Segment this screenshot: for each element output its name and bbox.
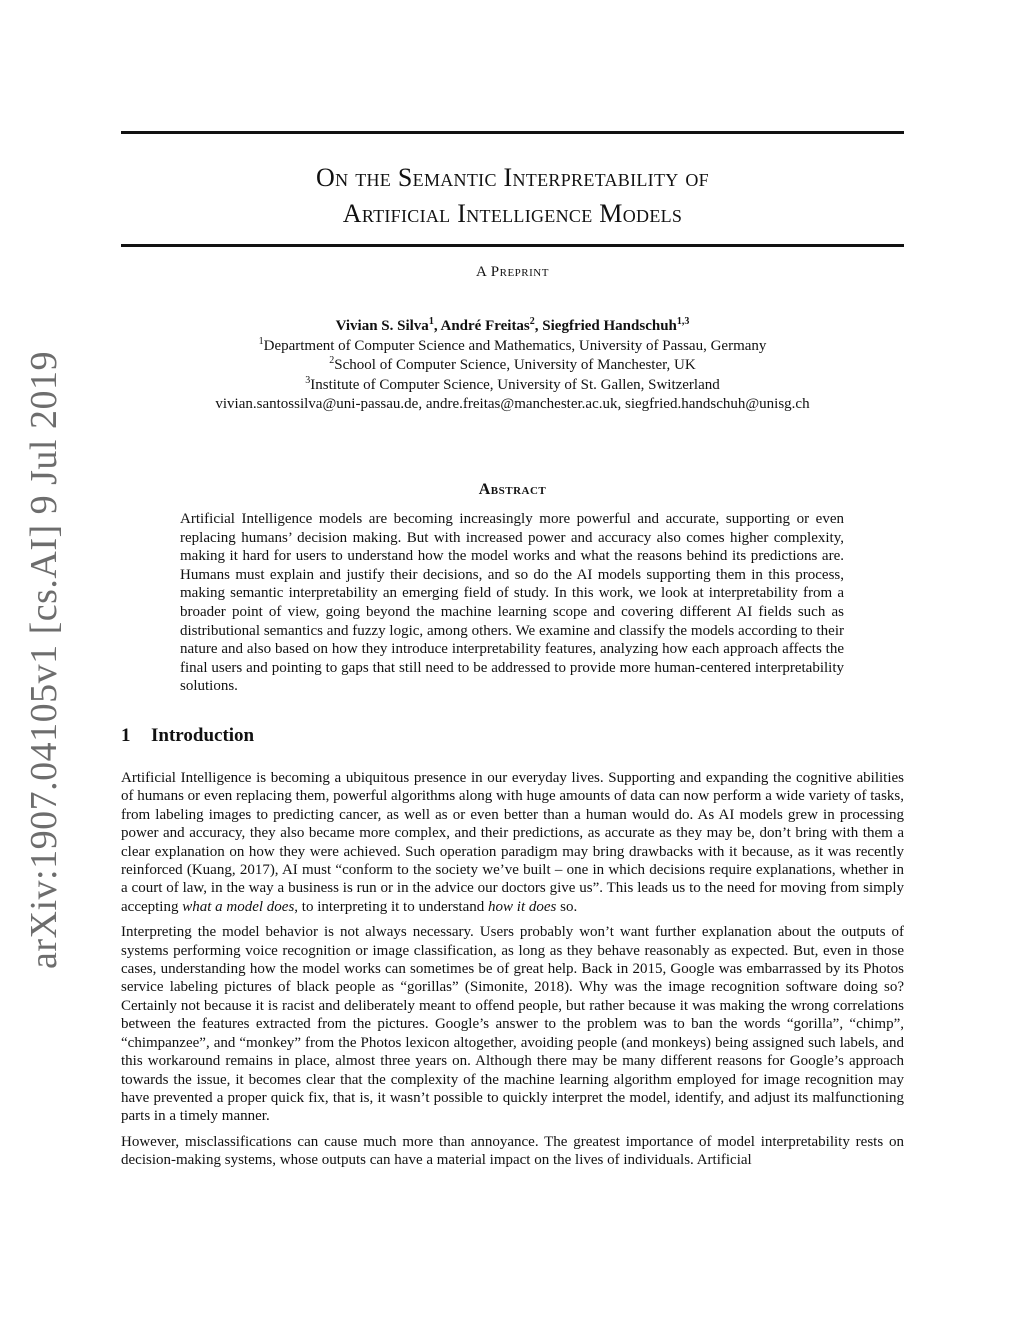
preprint-label: A Preprint <box>476 264 549 280</box>
author-names <box>121 317 904 337</box>
author-3-name: , Siegfried Handschuh <box>534 318 677 334</box>
abstract-text: Artificial Intelligence models are becoming increasingly more powerful and accurate, supporting or even replacing humans’ decision making. But with increased power and accuracy also comes higher complexity, making it hard for users to understand how the model works and what the reasons behind its predictions are. Humans must explain and justify their decisions, and so do the AI models supporting them in this process, making semantic interpretability an emerging field of study. In this work, we look at interpretability from a broader point of view, going beyond the machine learning scope and covering different AI fields such as distributional semantics and fuzzy logic, among others. We examine and classify the models according to their nature and also based on how they introduce interpretability features, analyzing how each approach affects the final users and pointing to gaps that still need to be addressed to provide more human-centered interpretability solutions. <box>180 511 844 695</box>
author-emails: vivian.santossilva@uni-passau.de, andre.freitas@manchester.ac.uk, siegfried.handschuh@unisg.ch <box>215 396 810 413</box>
paragraph-2: Interpreting the model behavior is not always necessary. Users probably won’t want further explanation about the outputs of systems performing voice recognition or image classification, as long as they behave reasonably as expected. But, even in those cases, understanding how the model works can sometimes be of great help. Back in 2015, Google was embarrassed by its Photos service labeling pictures of black people as “gorillas” (Simonite, 2018). Why was the image recognition software doing so? Certainly not because it is racist and deliberately meant to offend people, but rather because it was making the wrong correlations between the features extracted from the pictures. Google’s answer to the problem was to ban the words “gorilla”, “chimp”, “chimpanzee”, and “monkey” from the Photos lexicon altogether, avoiding people (and monkeys) being assigned such labels, and this workaround remains in place, almost three years on. Although there may be many different reasons for Google’s approach towards the issue, it becomes clear that the complexity of the machine learning algorithm employed for image recognition may have prevented a proper quick fix, that is, it wasn’t possible to quickly interpret the model, identify, and adjust its malfunctioning parts in a timely manner. <box>121 924 904 1125</box>
paragraph-1-emphasis-1: what a model does <box>182 898 295 915</box>
paper-title <box>121 160 904 232</box>
section-number: 1 <box>121 725 131 746</box>
author-1-name: Vivian S. Silva <box>335 318 429 334</box>
paragraph-1-emphasis-2: how it does <box>488 898 557 915</box>
paragraph-1-part-c: so. <box>556 898 578 915</box>
affiliation-3-text: Institute of Computer Science, University of St. Gallen, Switzerland <box>310 376 720 393</box>
author-2-affil: 2 <box>529 316 535 327</box>
paragraph-1 <box>121 769 904 916</box>
paragraph-1-part-b: , to interpreting it to understand <box>294 898 489 915</box>
affiliation-1-text: Department of Computer Science and Mathematics, University of Passau, Germany <box>263 337 767 354</box>
title-line-2: Artificial Intelligence Models <box>342 199 683 228</box>
affiliation-1 <box>121 337 904 357</box>
paragraph-1-part-a: Artificial Intelligence is becoming a ubiquitous presence in our everyday lives. Supporting and expanding the cognitive abilities of humans or even replacing them, powerful algorithms along with huge amounts of data can now perform a wide variety of tasks, from labeling images to predicting cancer, as well as or even better than a human would do. As AI models grew in processing power and accuracy, they also became more complex, and their predictions, as accurate as they may be, don’t bring with them a clear explanation on how they were achieved. Such operation paradigm may bring drawbacks with it because, as it was recently reinforced (Kuang, 2017), AI must “conform to the society we’ve built – one in which decisions require explanations, whether in a court of law, in the way a business is run or in the advice our doctors give us”. This leads us to the need for moving from simply accepting <box>121 770 904 915</box>
paragraph-3: However, misclassifications can cause much more than annoyance. The greatest importance of model interpretability rests on decision-making systems, whose outputs can have a material impact on the lives of individuals. Artificial <box>121 1133 904 1169</box>
section-title: Introduction <box>151 725 255 746</box>
title-rule-top <box>121 131 904 134</box>
title-line-1: On the Semantic Interpretability of <box>316 163 709 192</box>
affiliation-2-text: School of Computer Science, University of Manchester, UK <box>334 357 696 374</box>
author-2-name: , André Freitas <box>433 318 530 334</box>
author-1-affil: 1 <box>428 316 434 327</box>
arxiv-stamp: arXiv:1907.04105v1 [cs.AI] 9 Jul 2019 <box>23 351 65 969</box>
author-3-affil: 1,3 <box>676 316 690 327</box>
affiliation-3-sup: 3 <box>305 374 311 386</box>
affiliation-2 <box>121 356 904 376</box>
abstract-heading: Abstract <box>478 481 547 498</box>
section-heading-introduction <box>121 725 254 747</box>
affiliation-2-sup: 2 <box>329 355 335 367</box>
affiliation-3 <box>121 376 904 396</box>
introduction-body <box>121 769 904 1177</box>
author-block <box>121 317 904 415</box>
affiliation-1-sup: 1 <box>258 335 264 347</box>
title-rule-bottom <box>121 244 904 247</box>
